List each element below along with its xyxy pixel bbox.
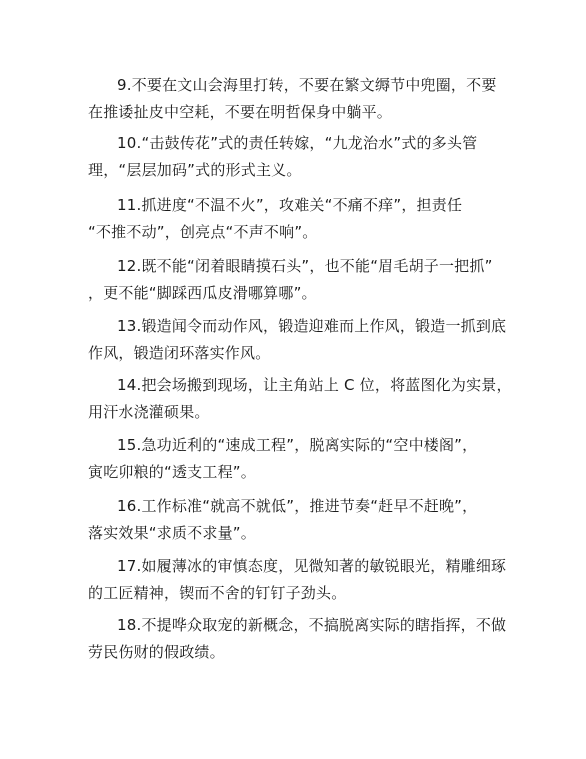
list-item-line: 9.不要在文山会海里打转，不要在繁文缛节中兜圈，不要 <box>117 76 497 94</box>
list-item-line: 劳民伤财的假政绩。 <box>88 643 225 661</box>
list-item-line: 的工匠精神，锲而不舍的钉钉子劲头。 <box>88 584 347 602</box>
list-item-line: 寅吃卯粮的“透支工程”。 <box>88 463 256 481</box>
list-item-line: 17.如履薄冰的审慎态度，见微知著的敏锐眼光，精雕细琢 <box>117 557 507 575</box>
list-item-17 <box>88 553 510 607</box>
list-item-line: 10.“击鼓传花”式的责任转嫁，“九龙治水”式的多头管 <box>117 134 478 152</box>
list-item-16 <box>88 493 510 547</box>
list-item-9 <box>88 72 510 126</box>
list-item-line: 14.把会场搬到现场，让主角站上 C 位，将蓝图化为实景， <box>117 376 512 394</box>
list-item-line: 用汗水浇灌硕果。 <box>88 403 210 421</box>
list-item-line: 落实效果“求质不求量”。 <box>88 524 256 542</box>
list-item-18 <box>88 612 510 666</box>
list-item-line: 作风，锻造闭环落实作风。 <box>88 344 271 362</box>
list-item-10 <box>88 130 510 184</box>
list-item-line: 在推诿扯皮中空耗，不要在明哲保身中躺平。 <box>88 103 393 121</box>
list-item-line: “不推不动”，创亮点“不声不响”。 <box>88 223 318 241</box>
list-item-line: 18.不提哗众取宠的新概念，不搞脱离实际的瞎指挥，不做 <box>117 616 507 634</box>
list-item-line: 16.工作标准“就高不就低”，推进节奏“赶早不赶晚”， <box>117 497 478 515</box>
list-item-line: 11.抓进度“不温不火”，攻难关“不痛不痒”，担责任 <box>117 196 463 214</box>
list-item-15 <box>88 432 510 486</box>
list-item-line: 12.既不能“闭着眼睛摸石头”，也不能“眉毛胡子一把抓” <box>117 257 493 275</box>
list-item-12 <box>88 253 510 307</box>
list-item-11 <box>88 192 510 246</box>
list-item-line: 13.锻造闻令而动作风，锻造迎难而上作风，锻造一抓到底 <box>117 317 507 335</box>
list-item-14 <box>88 372 510 426</box>
list-item-line: 15.急功近利的“速成工程”，脱离实际的“空中楼阁”， <box>117 436 478 454</box>
list-item-line: 理，“层层加码”式的形式主义。 <box>88 161 302 179</box>
list-item-13 <box>88 313 510 367</box>
list-item-line: ，更不能“脚踩西瓜皮滑哪算哪”。 <box>88 284 317 302</box>
